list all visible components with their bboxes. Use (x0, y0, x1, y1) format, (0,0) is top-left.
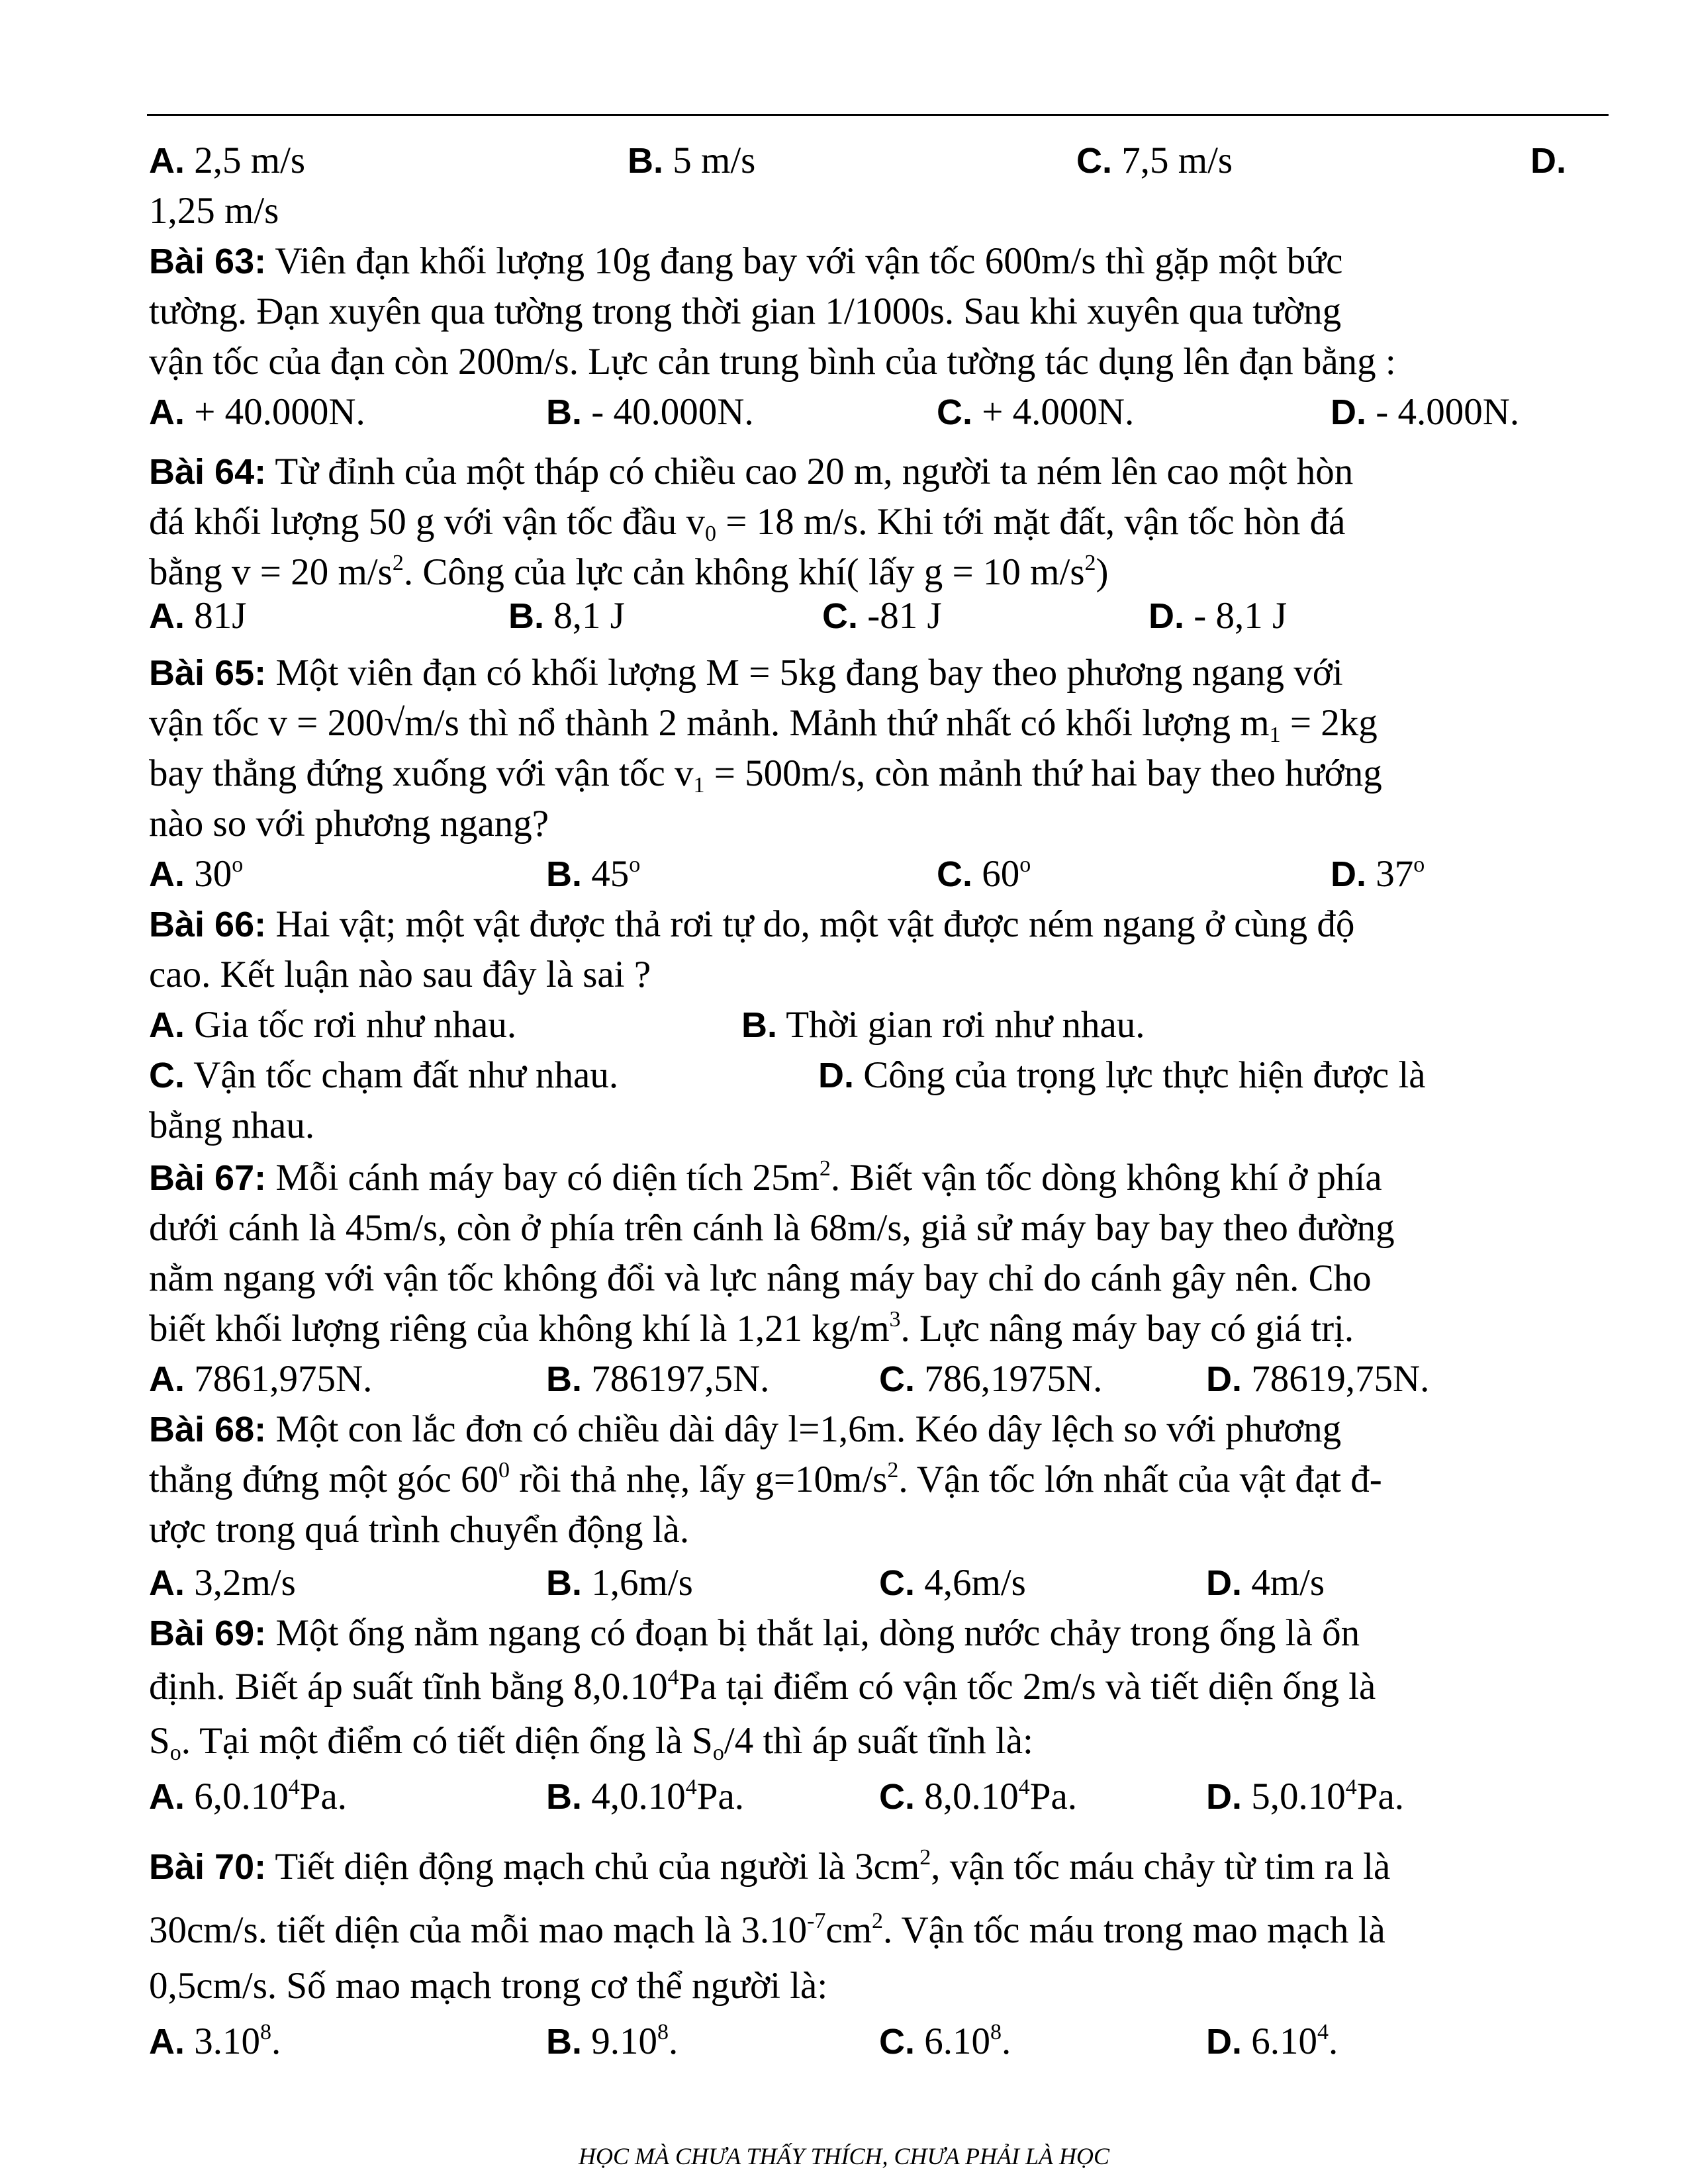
q67-option-c: C. 786,1975N. (879, 1358, 1103, 1400)
q66-option-d: D. Công của trọng lực thực hiện được là (818, 1054, 1426, 1096)
q69-question: Bài 69: Một ống nằm ngang có đoạn bị thắt lại, dòng nước chảy trong ống là ổn (149, 1612, 1360, 1654)
q67-option-a: A. 7861,975N. (149, 1358, 373, 1400)
sqrt-symbol: √ (384, 702, 405, 744)
q68-option-c: C. 4,6m/s (879, 1562, 1026, 1604)
q70-option-d: D. 6.10$^4$. (1206, 2020, 1338, 2062)
q67-option-b: B. 786197,5N. (546, 1358, 770, 1400)
q62-option-a: A. 2,5 m/s (149, 140, 306, 181)
q70-text-line: 30cm/s. tiết diện của mỗi mao mạch là $3.10^{-7}cm^2$. Vận tốc máu trong mao mạch là (149, 1909, 1385, 1951)
q66-option-b: B. Thời gian rơi như nhau. (741, 1004, 1145, 1046)
page-footer: HỌC MÀ CHƯA THẤY THÍCH, CHƯA PHẢI LÀ HỌC (578, 2143, 1109, 2169)
q69-option-a: A. 6,0.10$^4$Pa. (149, 1775, 347, 1817)
q69-text-line: định. Biết áp suất tĩnh bằng 8,0.10$^4$Pa tại điểm có vận tốc 2m/s và tiết diện ống là (149, 1665, 1376, 1707)
q69-text-line: $S_o$. Tại một điểm có tiết diện ống là $S_o/4$ thì áp suất tĩnh là: (149, 1720, 1033, 1765)
q66-option-d-continued: bằng nhau. (149, 1105, 315, 1146)
q63-question: Bài 63: Viên đạn khối lượng 10g đang bay với vận tốc 600m/s thì gặp một bức (149, 240, 1343, 282)
q63-text-line: vận tốc của đạn còn 200m/s. Lực cản trung bình của tường tác dụng lên đạn bằng : (149, 341, 1396, 383)
q67-question: Bài 67: Mỗi cánh máy bay có diện tích $25m^2$. Biết vận tốc dòng không khí ở phía (149, 1156, 1382, 1199)
q70-question: Bài 70: Tiết diện động mạch chủ của người là $3cm^2$, vận tốc máu chảy từ tim ra là (149, 1845, 1391, 1888)
q63-text-line: tường. Đạn xuyên qua tường trong thời gian 1/1000s. Sau khi xuyên qua tường (149, 291, 1342, 332)
q66-question: Bài 66: Hai vật; một vật được thả rơi tự do, một vật được ném ngang ở cùng độ (149, 903, 1355, 945)
q63-option-a: A. + 40.000N. (149, 391, 365, 433)
q64-text-line: bằng v = 20 $m/s^2$. Công của lực cản không khí( lấy g = 10 $m/s^2$) (149, 551, 1109, 593)
q65-option-a: A. 30$^o$ (149, 852, 244, 895)
q68-text-line: thẳng đứng một góc $60^0$ rồi thả nhẹ, lấy $g=10m/s^2$. Vận tốc lớn nhất của vật đạt đ- (149, 1458, 1382, 1500)
q68-question: Bài 68: Một con lắc đơn có chiều dài dây l=1,6m. Kéo dây lệch so với phương (149, 1408, 1342, 1450)
q68-text-line: ược trong quá trình chuyển động là. (149, 1509, 690, 1551)
q62-option-d: D. (1530, 141, 1566, 181)
q62-option-d-text: 1,25 m/s (149, 190, 279, 232)
q65-text-line: vận tốc v = 200√m/s thì nổ thành 2 mảnh. Mảnh thứ nhất có khối lượng $m_1 = 2kg$ (149, 702, 1378, 747)
q69-option-b: B. 4,0.10$^4$Pa. (546, 1775, 744, 1817)
q67-text-line: nằm ngang với vận tốc không đổi và lực nâng máy bay chỉ do cánh gây nên. Cho (149, 1257, 1372, 1299)
q64-option-a: A. 81J (149, 595, 247, 637)
q64-option-c: C. -81 J (822, 595, 942, 637)
q63-option-b: B. - 40.000N. (546, 391, 754, 433)
q65-option-d: D. 37$^o$ (1331, 852, 1425, 895)
header-rule (147, 114, 1609, 116)
q69-option-d: D. 5,0.10$^4$Pa. (1206, 1775, 1404, 1817)
q66-option-a: A. Gia tốc rơi như nhau. (149, 1004, 517, 1046)
q62-option-b: B. 5 m/s (628, 140, 756, 181)
q70-option-a: A. 3.10$^8$. (149, 2020, 281, 2062)
q65-question: Bài 65: Một viên đạn có khối lượng M = 5kg đang bay theo phương ngang với (149, 652, 1343, 694)
q65-option-b: B. 45$^o$ (546, 852, 641, 895)
q64-option-d: D. - 8,1 J (1149, 595, 1288, 637)
q64-question: Bài 64: Từ đỉnh của một tháp có chiều cao 20 m, người ta ném lên cao một hòn (149, 451, 1354, 492)
q68-option-d: D. 4m/s (1206, 1562, 1325, 1604)
q70-option-b: B. 9.10$^8$. (546, 2020, 679, 2062)
q69-option-c: C. 8,0.10$^4$Pa. (879, 1775, 1077, 1817)
q65-text-line: nào so với phương ngang? (149, 803, 549, 844)
q67-text-line: biết khối lượng riêng của không khí là 1,21 $kg/m^3$. Lực nâng máy bay có giá trị. (149, 1307, 1354, 1349)
q64-text-line: đá khối lượng 50 g với vận tốc đầu $v_0 = 18$ m/s. Khi tới mặt đất, vận tốc hòn đá (149, 501, 1346, 546)
q70-text-line: 0,5cm/s. Số mao mạch trong cơ thể người là: (149, 1965, 828, 2007)
q62-option-c: C. 7,5 m/s (1076, 140, 1233, 181)
q68-option-b: B. 1,6m/s (546, 1562, 693, 1604)
q67-option-d: D. 78619,75N. (1206, 1358, 1430, 1400)
q67-text-line: dưới cánh là 45m/s, còn ở phía trên cánh là 68m/s, giả sử máy bay bay theo đường (149, 1207, 1395, 1249)
q63-option-d: D. - 4.000N. (1331, 391, 1520, 433)
q63-option-c: C. + 4.000N. (937, 391, 1135, 433)
q66-option-c: C. Vận tốc chạm đất như nhau. (149, 1054, 619, 1096)
q68-option-a: A. 3,2m/s (149, 1562, 296, 1604)
q65-option-c: C. 60$^o$ (937, 852, 1031, 895)
q66-text-line: cao. Kết luận nào sau đây là sai ? (149, 954, 651, 995)
q64-option-b: B. 8,1 J (508, 595, 625, 637)
q65-text-line: bay thẳng đứng xuống với vận tốc $v_1 = 500m/s$, còn mảnh thứ hai bay theo hướng (149, 752, 1382, 797)
q70-option-c: C. 6.10$^8$. (879, 2020, 1011, 2062)
